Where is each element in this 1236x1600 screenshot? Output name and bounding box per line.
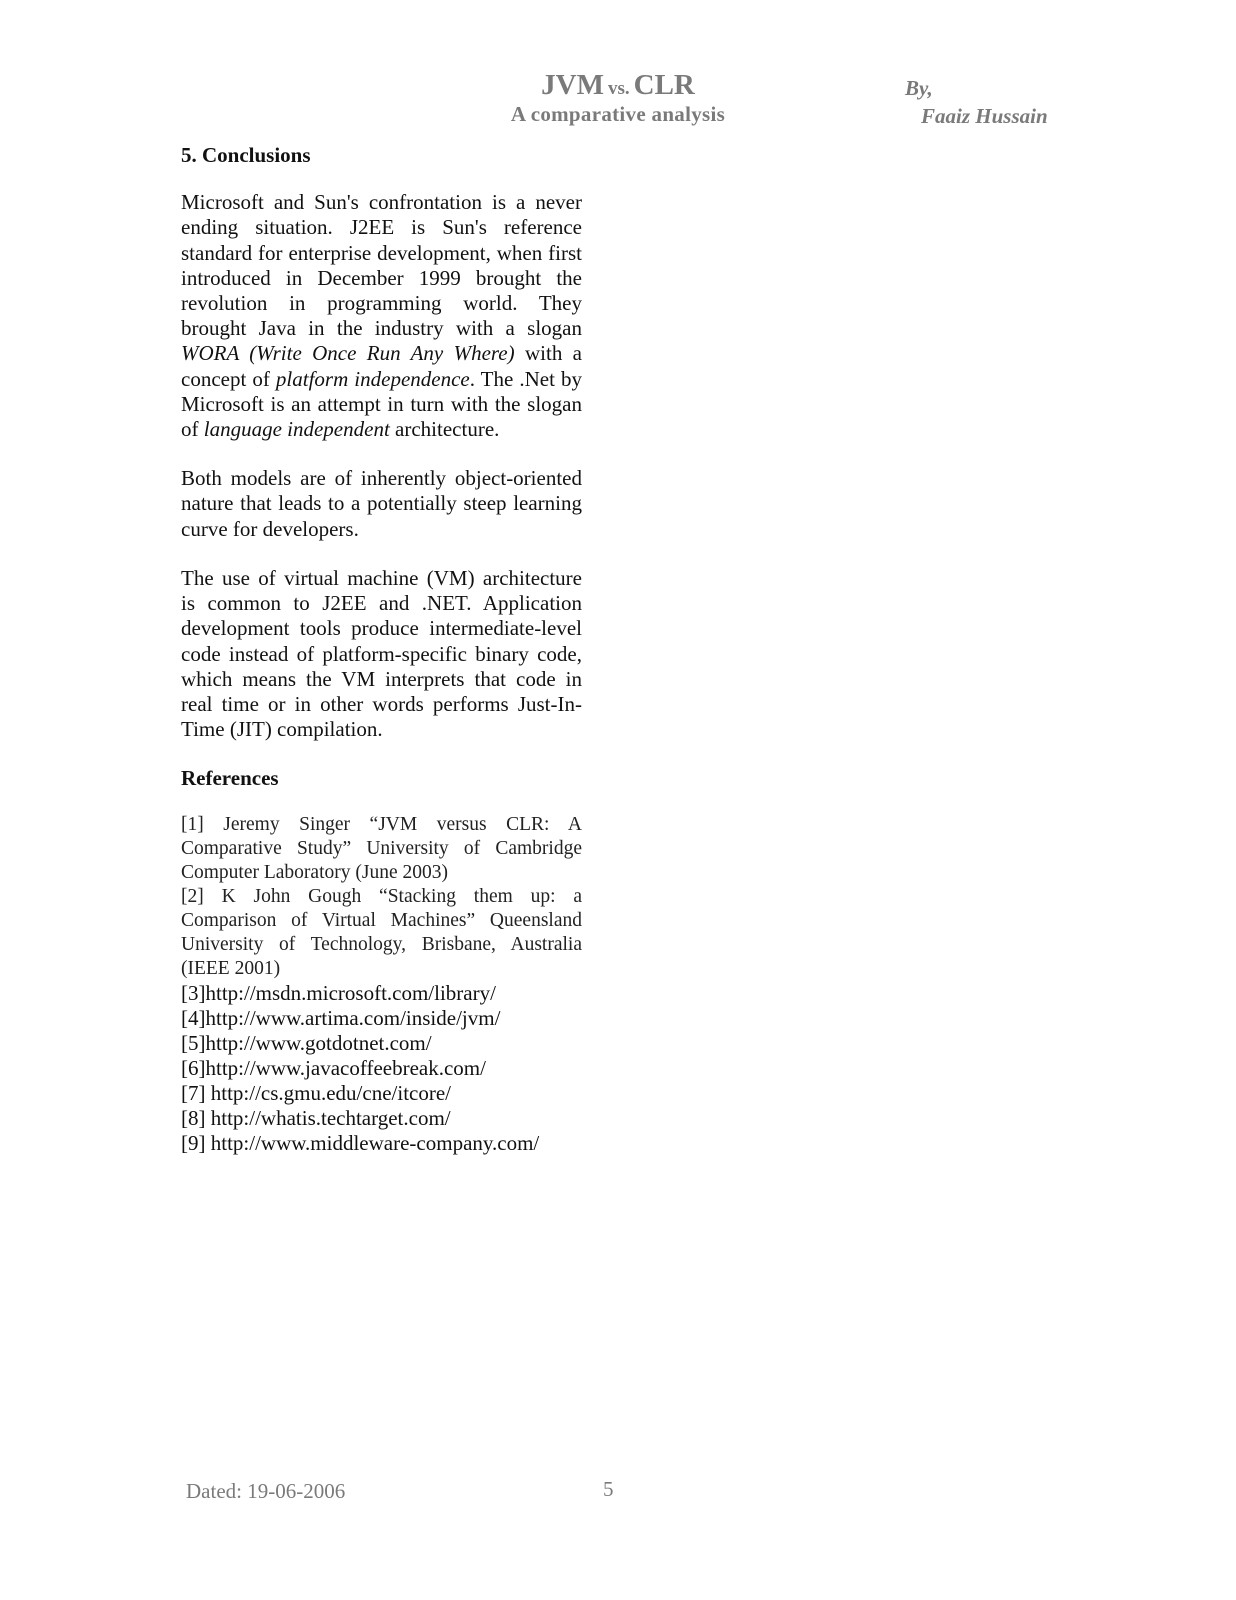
p1-text-1: Microsoft and Sun's confrontation is a never ending situation. J2EE is Sun's reference standard for enterprise development, when first introduced in December 1999 brought the revolution in programming world. They brought Java in the industry with a slogan <box>181 190 582 341</box>
main-column <box>181 142 582 1156</box>
p1-italic-language: language independent <box>203 417 390 442</box>
conclusion-paragraph-1 <box>181 190 582 442</box>
document-title <box>0 70 1236 102</box>
document-subtitle: A comparative analysis <box>510 102 726 126</box>
reference-8[interactable]: [8] http://whatis.techtarget.com/ <box>181 1106 451 1131</box>
byline-by: By, <box>905 76 933 100</box>
title-jvm: JVM <box>541 69 604 101</box>
reference-1: [1] Jeremy Singer “JVM versus CLR: A Comparative Study” University of Cambridge Computer Laboratory (June 2003) <box>181 814 582 884</box>
page-number: 5 <box>603 1477 614 1501</box>
p1-italic-platform: platform independence <box>275 366 470 391</box>
byline-author: Faaiz Hussain <box>921 104 1048 129</box>
conclusion-paragraph-2: Both models are of inherently object-oriented nature that leads to a potentially steep learning curve for developers. <box>181 466 582 541</box>
byline <box>905 76 1048 129</box>
reference-9[interactable]: [9] http://www.middleware-company.com/ <box>181 1131 540 1156</box>
reference-7[interactable]: [7] http://cs.gmu.edu/cne/itcore/ <box>181 1081 452 1106</box>
reference-5[interactable]: [5]http://www.gotdotnet.com/ <box>181 1031 432 1056</box>
references-heading: References <box>181 766 279 791</box>
reference-4[interactable]: [4]http://www.artima.com/inside/jvm/ <box>181 1006 501 1031</box>
reference-3[interactable]: [3]http://msdn.microsoft.com/library/ <box>181 981 496 1006</box>
footer-date: Dated: 19-06-2006 <box>186 1479 346 1503</box>
p1-text-4: architecture. <box>389 417 500 442</box>
conclusion-paragraph-3: The use of virtual machine (VM) architecture is common to J2EE and .NET. Application development tools produce intermediate-level code instead of platform-specific binary code, which means the VM interprets that code in real time or in other words performs Just-In-Time (JIT) compilation. <box>181 565 582 742</box>
p1-text-3: . The .Net by Microsoft is an attempt in turn with the slogan of <box>181 366 583 442</box>
section-heading: 5. Conclusions <box>181 143 311 167</box>
p1-italic-wora: WORA (Write Once Run Any Where) <box>181 341 515 366</box>
p1-text-2: with a concept of <box>181 341 582 391</box>
reference-2: [2] K John Gough “Stacking them up: a Comparison of Virtual Machines” Queensland University of Technology, Brisbane, Australia (IEEE 2001) <box>181 886 582 980</box>
reference-6[interactable]: [6]http://www.javacoffeebreak.com/ <box>181 1056 486 1081</box>
title-clr: CLR <box>633 69 695 101</box>
title-vs: vs. <box>607 78 630 99</box>
